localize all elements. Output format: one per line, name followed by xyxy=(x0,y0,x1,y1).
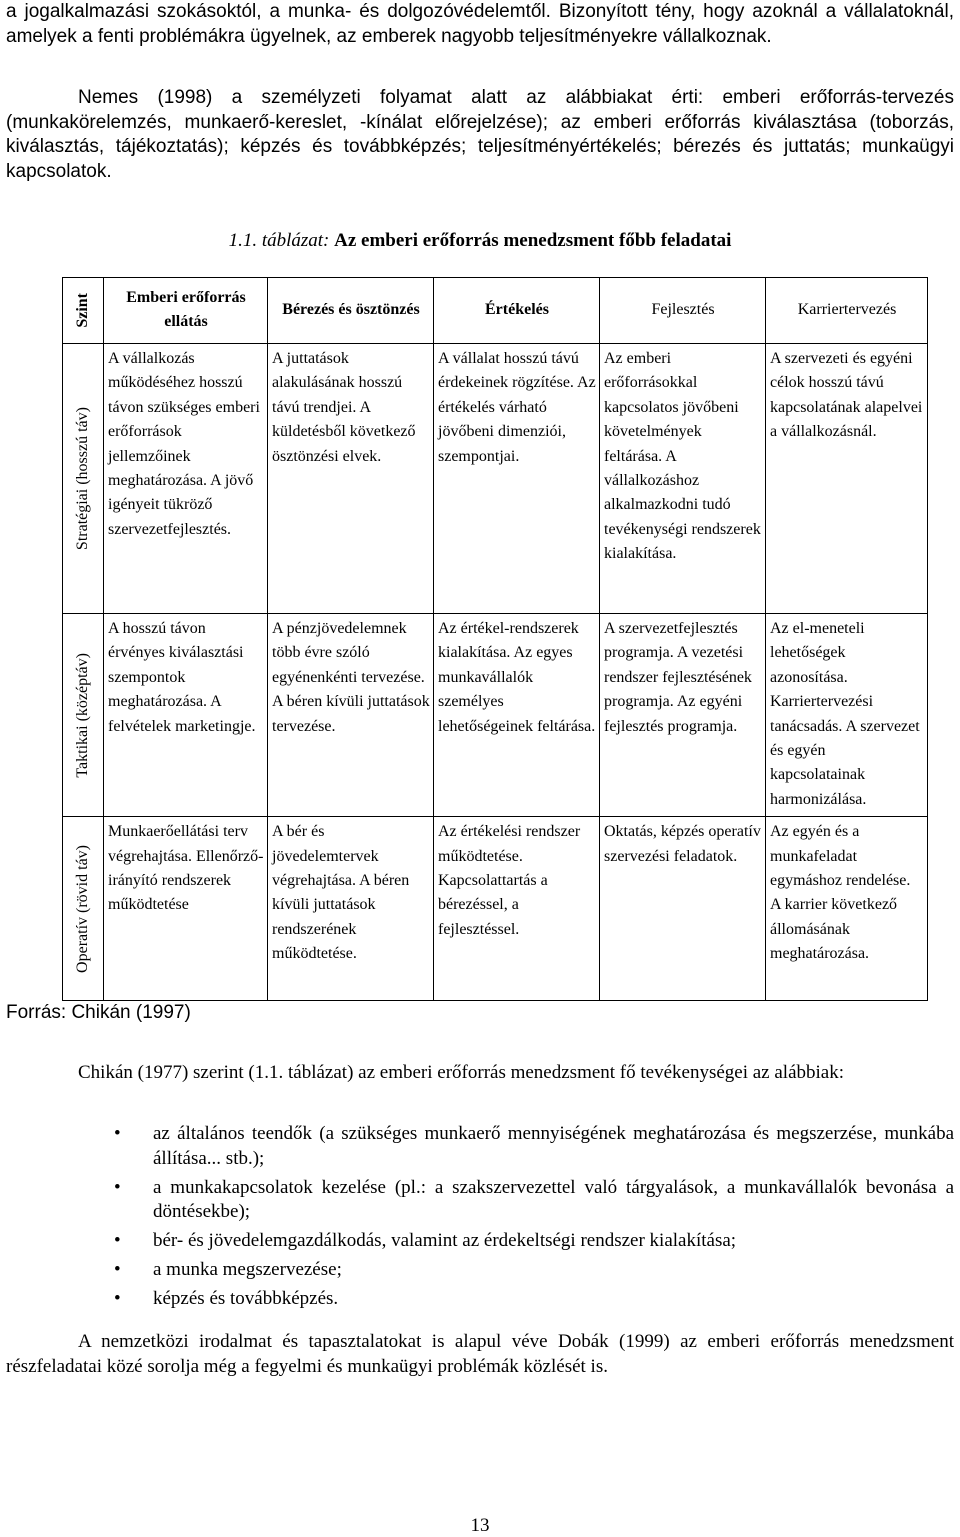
hr-tasks-table xyxy=(62,277,928,1001)
list-item: • a munkakapcsolatok kezelése (pl.: a szakszervezettel való tárgyalások, a munkavállalók bevonása a döntésekbe); xyxy=(6,1176,954,1225)
header-supply: Emberi erőforrás ellátás xyxy=(104,278,268,344)
level-tactical: Taktikai (középtáv) xyxy=(63,614,104,817)
table-cell: Munkaerőellátási terv végrehajtása. Ellenőrző-irányító rendszerek működtetése xyxy=(104,817,268,1001)
caption-label: táblázat: xyxy=(261,230,330,251)
table-cell: Az emberi erőforrásokkal kapcsolatos jövőbeni követelmények feltárása. A vállalkozáshoz alkalmazkodni tudó tevékenységi rendszerek kialakítása. xyxy=(600,344,766,614)
list-item: • bér- és jövedelemgazdálkodás, valamint az érdekeltségi rendszer kialakítása; xyxy=(6,1229,954,1254)
table-source: Forrás: Chikán (1997) xyxy=(6,1002,191,1023)
table-cell: A szervezetfejlesztés programja. A vezetési rendszer fejlesztésének programja. Az egyéni fejlesztés programja. xyxy=(600,614,766,817)
level-strategic: Stratégiai (hosszú táv) xyxy=(63,344,104,614)
header-career: Karriertervezés xyxy=(766,278,928,344)
header-pay: Bérezés és ösztönzés xyxy=(268,278,434,344)
paragraph-intro: a jogalkalmazási szokásoktól, a munka- és dolgozóvédelemtől. Bizonyított tény, hogy azoknál a vállalatoknál, amelyek a fenti problémákra ügyelnek, az emberek nagyobb teljesítményekre vállalkoznak. xyxy=(6,1,954,47)
table-cell: Az egyén és a munkafeladat egymáshoz rendelése. A karrier következő állomásának meghatározása. xyxy=(766,817,928,1001)
level-operative: Operatív (rövid táv) xyxy=(63,817,104,1001)
caption-title: Az emberi erőforrás menedzsment főbb feladatai xyxy=(334,230,732,251)
table-cell: A vállalat hosszú távú érdekeinek rögzítése. Az értékelés várható jövőbeni dimenziói, szempontjai. xyxy=(434,344,600,614)
page-number: 13 xyxy=(470,1515,490,1536)
activities-list xyxy=(6,1122,954,1316)
table-cell: Oktatás, képzés operatív szervezési feladatok. xyxy=(600,817,766,1001)
caption-number: 1.1. xyxy=(228,230,258,251)
table-row-operative xyxy=(63,817,928,1001)
table-header-row xyxy=(63,278,928,344)
list-item: • képzés és továbbképzés. xyxy=(6,1287,954,1312)
paragraph-chikan: Chikán (1977) szerint (1.1. táblázat) az emberi erőforrás menedzsment fő tevékenységei az alábbiak: xyxy=(78,1062,845,1083)
header-evaluation: Értékelés xyxy=(434,278,600,344)
table-cell: Az el-meneteli lehetőségek azonosítása. Karriertervezési tanácsadás. A szervezet és egyén kapcsolatainak harmonizálása. xyxy=(766,614,928,817)
paragraph-dobak: A nemzetközi irodalmat és tapasztalatokat is alapul véve Dobák (1999) az emberi erőforrás menedzsment részfeladatai közé sorolja még a fegyelmi és munkaügyi problémák közlését is. xyxy=(6,1331,954,1377)
table-cell: A hosszú távon érvényes kiválasztási szempontok meghatározása. A felvételek marketingje. xyxy=(104,614,268,817)
table-cell: A szervezeti és egyéni célok hosszú távú kapcsolatának alapelvei a vállalkozásnál. xyxy=(766,344,928,614)
list-item: • a munka megszervezése; xyxy=(6,1258,954,1283)
table-cell: Az értékelési rendszer működtetése. Kapcsolattartás a bérezéssel, a fejlesztéssel. xyxy=(434,817,600,1001)
table-cell: Az értékel-rendszerek kialakítása. Az egyes munkavállalók személyes lehetőségeinek feltárása. xyxy=(434,614,600,817)
table-cell: A bér és jövedelemtervek végrehajtása. A béren kívüli juttatások rendszerének működtetése. xyxy=(268,817,434,1001)
table-cell: A vállalkozás működéséhez hosszú távon szükséges emberi erőforrások jellemzőinek meghatározása. A jövő igényeit tükröző szervezetfejlesztés. xyxy=(104,344,268,614)
list-item: • az általános teendők (a szükséges munkaerő mennyiségének meghatározása és megszerzése, munkába állítása... stb.); xyxy=(6,1122,954,1171)
level-header: Szint xyxy=(63,278,104,344)
paragraph-nemes: Nemes (1998) a személyzeti folyamat alatt az alábbiakat érti: emberi erőforrás-tervezés (munkakörelemzés, munkaerő-kereslet, -kínálat előrejelzése); az emberi erőforrás kiválasztása (toborzás, kiválasztás, tájékoztatás); képzés és továbbképzés; teljesítményértékelés; bérezés és juttatás; munkaügyi kapcsolatok. xyxy=(6,87,954,182)
header-development: Fejlesztés xyxy=(600,278,766,344)
table-caption xyxy=(0,230,960,252)
table-row-strategic xyxy=(63,344,928,614)
table-cell: A juttatások alakulásának hosszú távú trendjei. A küldetésből következő ösztönzési elvek. xyxy=(268,344,434,614)
table-row-tactical xyxy=(63,614,928,817)
table-cell: A pénzjövedelemnek több évre szóló egyénenkénti tervezése. A béren kívüli juttatások tervezése. xyxy=(268,614,434,817)
